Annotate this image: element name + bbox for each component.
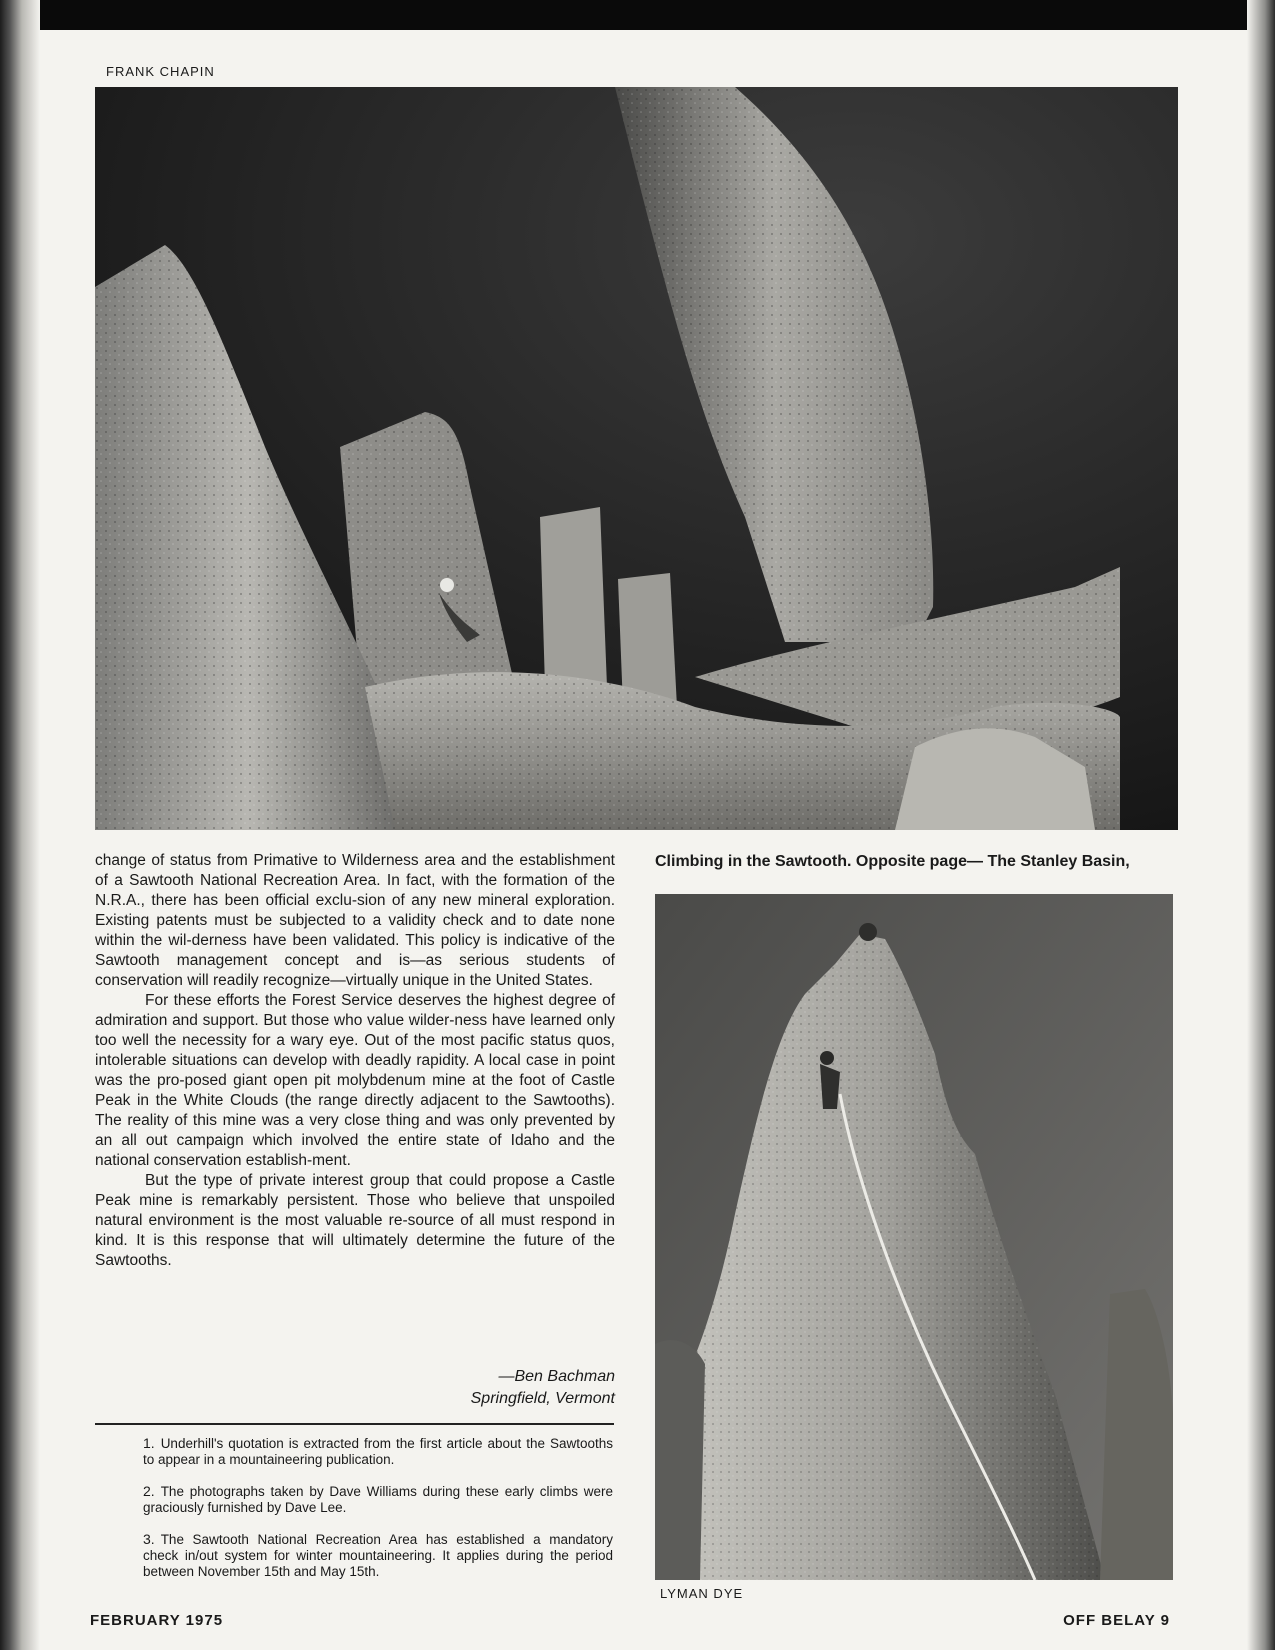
footnote-number: 1.	[143, 1435, 155, 1451]
top-photo-credit: FRANK CHAPIN	[106, 64, 215, 79]
body-paragraph: change of status from Primative to Wilderness area and the establishment of a Sawtooth National Recreation Area. In fact, with the formation of the N.R.A., there has been official exclu-sion of any new mineral exploration. Existing patents must be subjected to a validity check and to date none within the wil-derness have been validated. This policy is indicative of the Sawtooth management concept and is—as serious students of conservation will readily recognize—virtually unique in the United States.	[95, 852, 615, 989]
footnote-text: The Sawtooth National Recreation Area has established a mandatory check in/out system for winter mountaineering. It applies during the period between November 15th and May 15th.	[143, 1532, 613, 1579]
footnote-2	[143, 1483, 613, 1516]
right-photo-illustration	[655, 894, 1173, 1580]
footer-page-number: OFF BELAY 9	[1063, 1612, 1170, 1629]
right-photo-credit: LYMAN DYE	[660, 1586, 744, 1601]
footnote-number: 3.	[143, 1531, 155, 1547]
top-photo-rock-spires	[95, 87, 1178, 830]
body-paragraph: But the type of private interest group that could propose a Castle Peak mine is remarkably persistent. Those who believe that unspoiled natural environment is the most valuable re-source of all must respond in kind. It is this response that will ultimately determine the future of the Sawtooths.	[95, 1172, 615, 1269]
scan-right-edge	[1247, 0, 1275, 1650]
photo-caption: Climbing in the Sawtooth. Opposite page— The Stanley Basin,	[655, 853, 1130, 870]
scan-top-edge	[0, 0, 1275, 30]
footnote-3	[143, 1531, 613, 1580]
footer-date: FEBRUARY 1975	[90, 1612, 224, 1629]
footnote-1	[143, 1435, 613, 1468]
footnote-divider	[95, 1423, 614, 1425]
signature-place: Springfield, Vermont	[470, 1390, 615, 1407]
right-photo-climber	[655, 894, 1173, 1580]
footnote-text: Underhill's quotation is extracted from the first article about the Sawtooths to appear in a mountaineering publication.	[143, 1436, 613, 1467]
signature-name: —Ben Bachman	[498, 1368, 615, 1385]
article-body-text	[95, 851, 615, 1271]
body-paragraph: For these efforts the Forest Service deserves the highest degree of admiration and support. But those who value wilder-ness have learned only too well the necessity for a wary eye. Out of the most pacific status quos, intolerable situations can develop with deadly rapidity. A local case in point was the pro-posed giant open pit molybdenum mine at the foot of Castle Peak in the White Clouds (the range directly adjacent to the Sawtooths). The reality of this mine was a very close thing and was only prevented by an all out campaign which involved the entire state of Idaho and the national conservation establish-ment.	[95, 992, 615, 1169]
footnote-number: 2.	[143, 1483, 155, 1499]
footnote-text: The photographs taken by Dave Williams during these early climbs were graciously furnished by Dave Lee.	[143, 1484, 613, 1515]
top-photo-illustration	[95, 87, 1178, 830]
scan-left-edge	[0, 0, 40, 1650]
